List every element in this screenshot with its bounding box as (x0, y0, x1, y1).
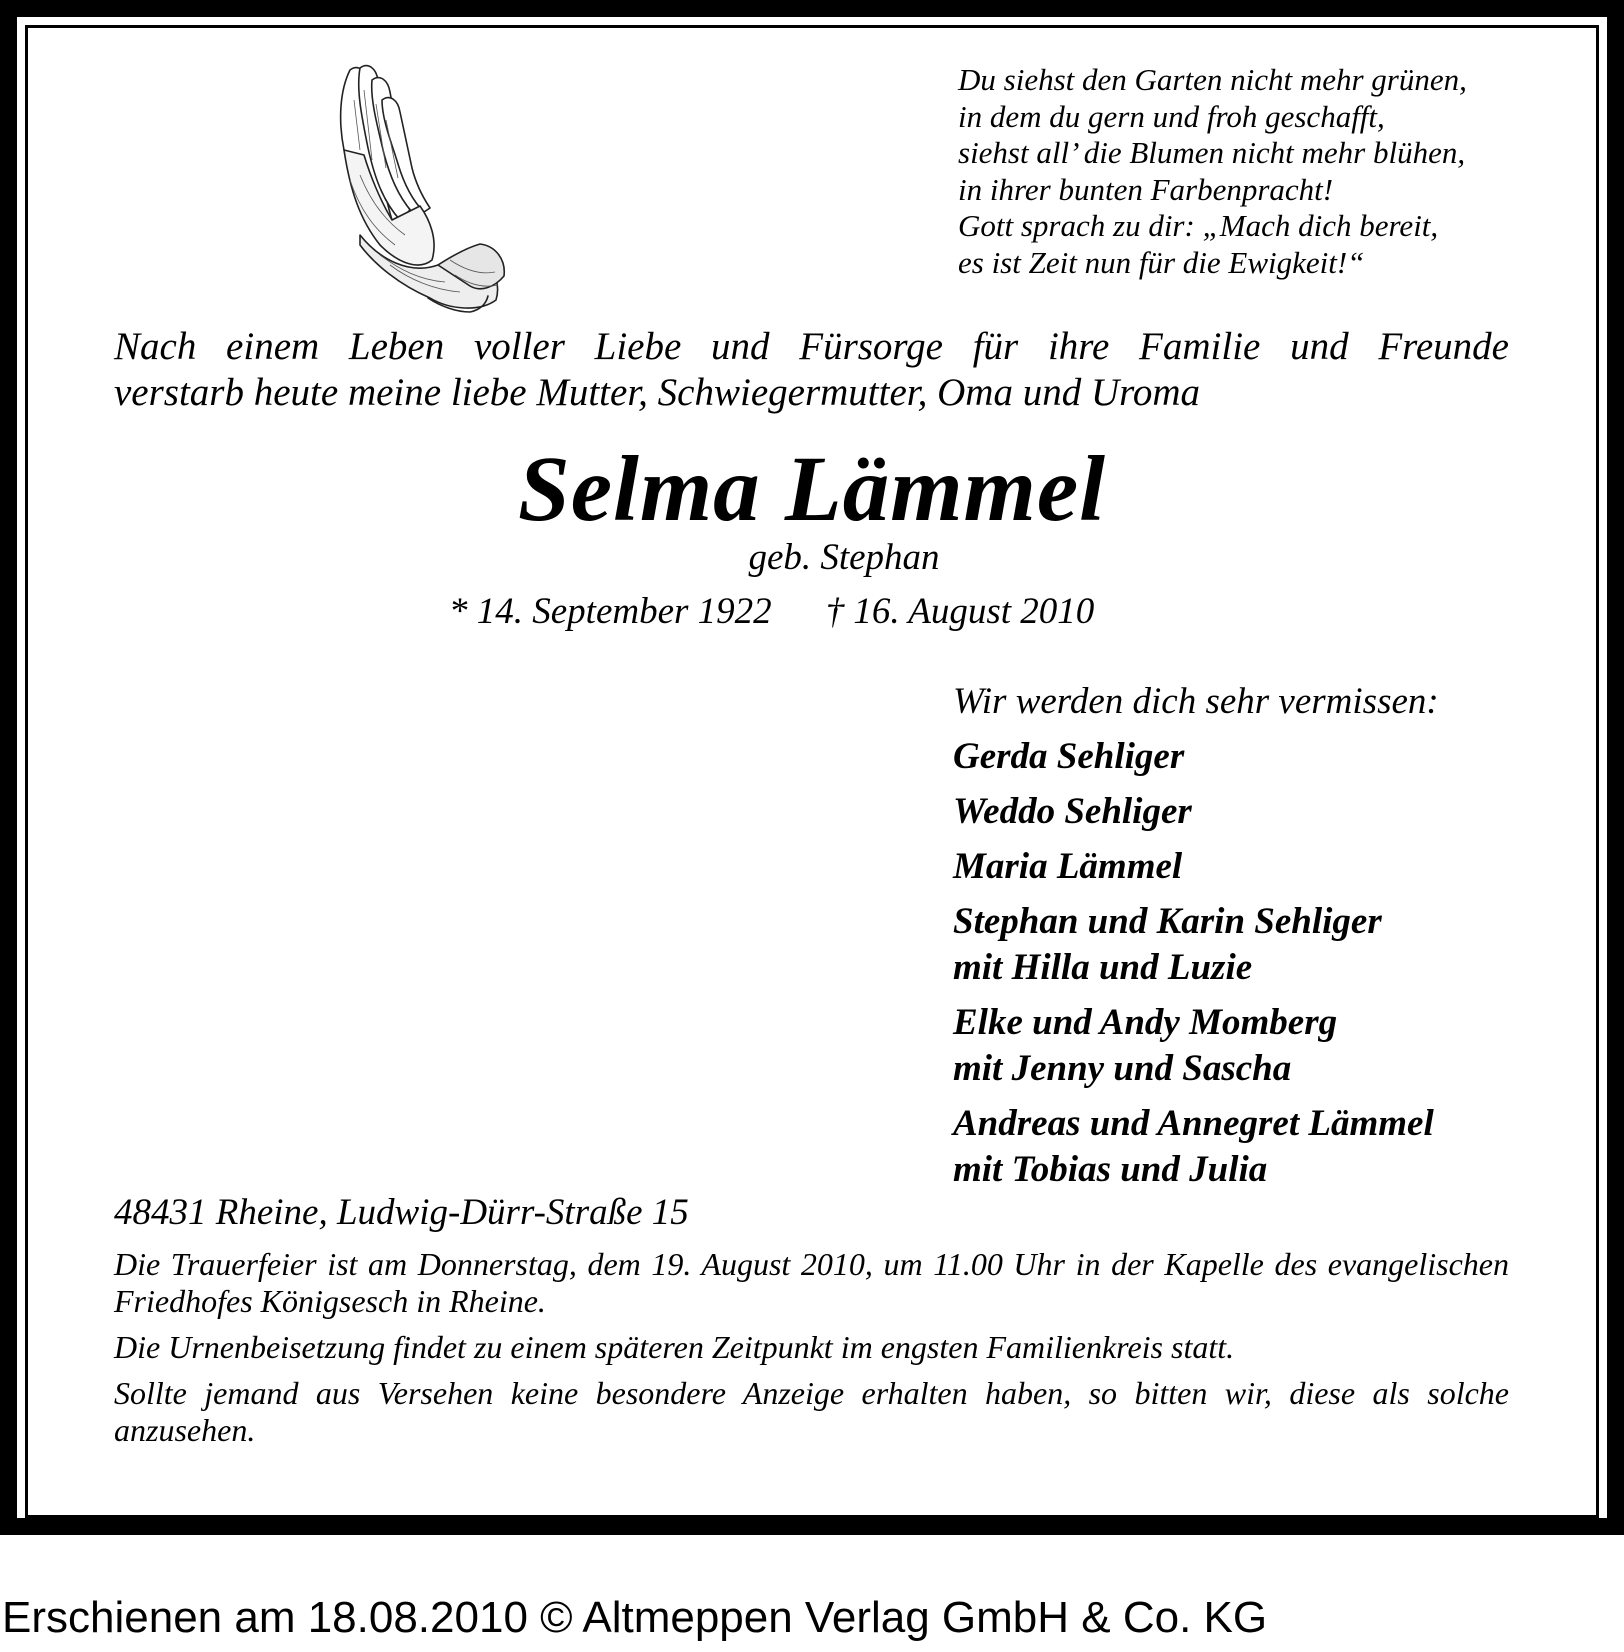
intro-text (114, 324, 1509, 416)
mourners-heading: Wir werden dich sehr vermissen: (953, 681, 1439, 722)
poem-line: Gott sprach zu dir: „Mach dich bereit, (958, 208, 1439, 243)
maiden-name-line (0, 536, 1624, 580)
mourner-group (953, 789, 1573, 835)
mourner-group (953, 734, 1573, 780)
mourner-group (953, 844, 1573, 890)
mourner-children: mit Tobias und Julia (953, 1149, 1268, 1190)
mourner-children: mit Jenny und Sascha (953, 1048, 1292, 1089)
publication-footer: Erschienen am 18.08.2010 © Altmeppen Verlag GmbH & Co. KG (2, 1593, 1268, 1642)
mourner-group (953, 899, 1573, 991)
poem-line: es ist Zeit nun für die Ewigkeit!“ (958, 244, 1365, 280)
poem-line: Du siehst den Garten nicht mehr grünen, (958, 62, 1467, 97)
address: 48431 Rheine, Ludwig-Dürr-Straße 15 (114, 1192, 689, 1233)
poem-line: in ihrer bunten Farbenpracht! (958, 171, 1334, 207)
mourner-group (953, 1101, 1573, 1193)
intro-line: Nach einem Leben voller Liebe und Fürsorge für ihre Familie und Freunde (114, 325, 1509, 368)
intro-line: verstarb heute meine liebe Mutter, Schwiegermutter, Oma und Uroma (114, 371, 1201, 414)
poem-line: siehst all’ die Blumen nicht mehr blühen, (958, 135, 1466, 170)
deceased-name: Selma Lämmel (517, 438, 1107, 541)
praying-hands-icon (320, 60, 510, 315)
urn-notice: Die Urnenbeisetzung findet zu einem späteren Zeitpunkt im engsten Familienkreis statt. (114, 1329, 1235, 1365)
mourners-list (953, 734, 1573, 1202)
death-date: † 16. August 2010 (825, 591, 1095, 632)
poem-line: in dem du gern und froh geschafft, (958, 98, 1385, 134)
life-dates (449, 590, 1094, 634)
mourner-name: Andreas und Annegret Lämmel (953, 1103, 1434, 1144)
funeral-notice: Die Trauerfeier ist am Donnerstag, dem 19. August 2010, um 11.00 Uhr in der Kapelle des evangelischen Friedhofes Königsesch in Rheine. (114, 1246, 1509, 1319)
notification-notice: Sollte jemand aus Versehen keine besondere Anzeige erhalten haben, so bitten wir, diese als solche anzusehen. (114, 1375, 1509, 1448)
birth-date: * 14. September 1922 (449, 591, 772, 632)
maiden-name: geb. Stephan (748, 537, 940, 578)
mourner-name: Maria Lämmel (953, 846, 1183, 887)
notices (114, 1246, 1509, 1458)
poem (958, 62, 1558, 281)
mourner-group (953, 1000, 1573, 1092)
mourner-name: Gerda Sehliger (953, 736, 1185, 777)
mourner-children: mit Hilla und Luzie (953, 947, 1253, 988)
mourner-name: Stephan und Karin Sehliger (953, 901, 1382, 942)
mourner-name: Weddo Sehliger (953, 791, 1192, 832)
mourner-name: Elke und Andy Momberg (953, 1002, 1338, 1043)
